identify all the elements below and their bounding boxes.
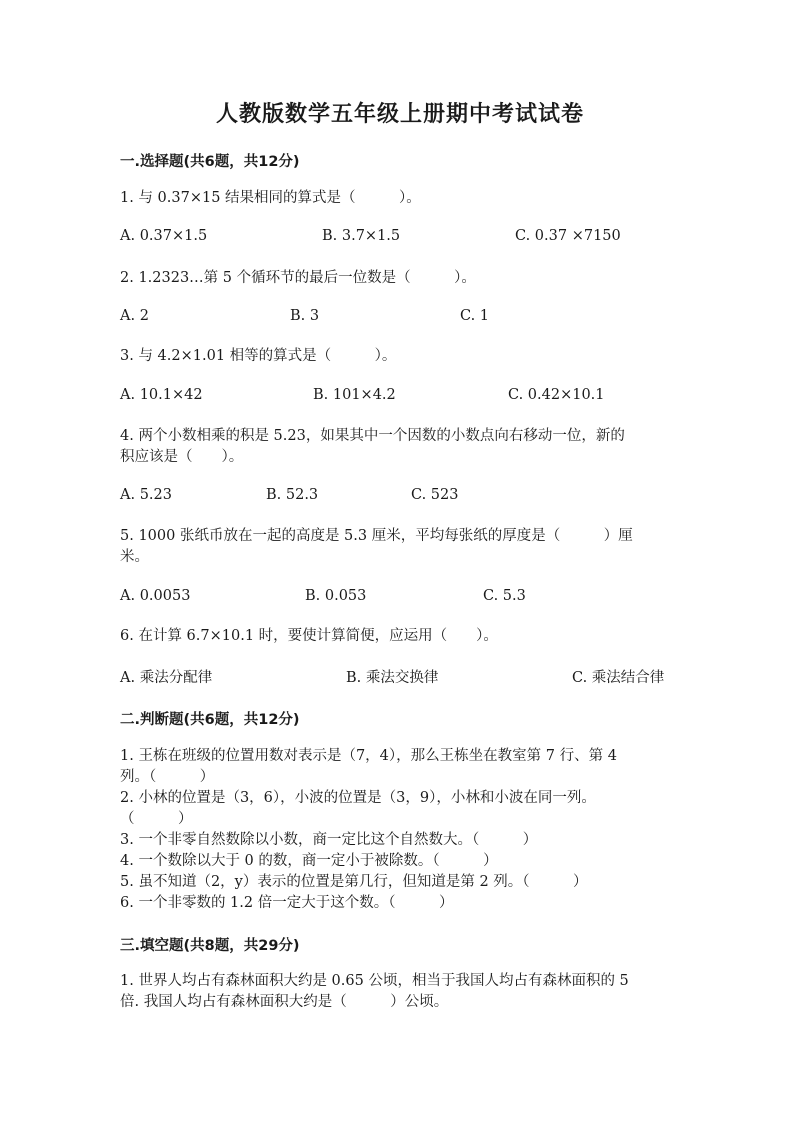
- statement-line: 1. 王栋在班级的位置用数对表示是（7，4），那么王栋坐在教室第 7 行、第 4: [120, 748, 617, 764]
- question-stem: 5. 1000 张纸币放在一起的高度是 5.3 厘米，平均每张纸的厚度是（ ）厘: [120, 528, 633, 544]
- question-stem: 2. 1.2323…第 5 个循环节的最后一位数是（ ）。: [120, 270, 476, 286]
- option-c: C. 0.42×10.1: [508, 387, 605, 403]
- statement-line: 2. 小林的位置是（3，6），小波的位置是（3，9），小林和小波在同一列。: [120, 790, 596, 806]
- option-a: A. 5.23: [120, 487, 172, 503]
- option-a: A. 10.1×42: [120, 387, 203, 403]
- option-c: C. 523: [411, 487, 459, 503]
- option-a: A. 2: [120, 308, 149, 324]
- question-stem-continued: 积应该是（ ）。: [120, 449, 244, 465]
- option-b: B. 101×4.2: [313, 387, 396, 403]
- statement-line: 4. 一个数除以大于 0 的数，商一定小于被除数。（ ）: [120, 853, 498, 869]
- option-b: B. 乘法交换律: [346, 670, 439, 686]
- option-b: B. 52.3: [266, 487, 319, 503]
- option-a: A. 0.0053: [120, 588, 191, 604]
- question-stem-continued: 倍. 我国人均占有森林面积大约是（ ）公顷。: [120, 994, 449, 1010]
- question-stem: 3. 与 4.2×1.01 相等的算式是（ ）。: [120, 348, 397, 364]
- option-b: B. 3: [290, 308, 320, 324]
- statement-line: 3. 一个非零自然数除以小数，商一定比这个自然数大。（ ）: [120, 832, 538, 848]
- statement-line: （ ）: [120, 811, 193, 827]
- question-stem-continued: 米。: [120, 549, 149, 565]
- page-title: 人教版数学五年级上册期中考试试卷: [215, 101, 584, 127]
- option-c: C. 0.37 ×7150: [515, 228, 621, 244]
- question-stem: 4. 两个小数相乘的积是 5.23，如果其中一个因数的小数点向右移动一位，新的: [120, 428, 625, 444]
- statement-line: 列。（ ）: [120, 769, 215, 785]
- option-b: B. 3.7×1.5: [322, 228, 401, 244]
- statement-line: 6. 一个非零数的 1.2 倍一定大于这个数。（ ）: [120, 895, 454, 911]
- section-heading-fill-blank: 三.填空题(共8题，共29分): [120, 938, 300, 954]
- option-c: C. 1: [460, 308, 490, 324]
- option-c: C. 5.3: [483, 588, 526, 604]
- question-stem: 1. 世界人均占有森林面积大约是 0.65 公顷，相当于我国人均占有森林面积的 5: [120, 973, 629, 989]
- section-heading-judgement: 二.判断题(共6题，共12分): [120, 712, 300, 728]
- question-stem: 1. 与 0.37×15 结果相同的算式是（ ）。: [120, 190, 421, 206]
- option-b: B. 0.053: [305, 588, 367, 604]
- option-c: C. 乘法结合律: [572, 670, 665, 686]
- option-a: A. 0.37×1.5: [120, 228, 208, 244]
- section-heading-choice: 一.选择题(共6题，共12分): [120, 154, 300, 170]
- question-stem: 6. 在计算 6.7×10.1 时，要使计算简便，应运用（ ）。: [120, 628, 498, 644]
- option-a: A. 乘法分配律: [120, 670, 213, 686]
- statement-line: 5. 虽不知道（2，y）表示的位置是第几行，但知道是第 2 列。（ ）: [120, 874, 588, 890]
